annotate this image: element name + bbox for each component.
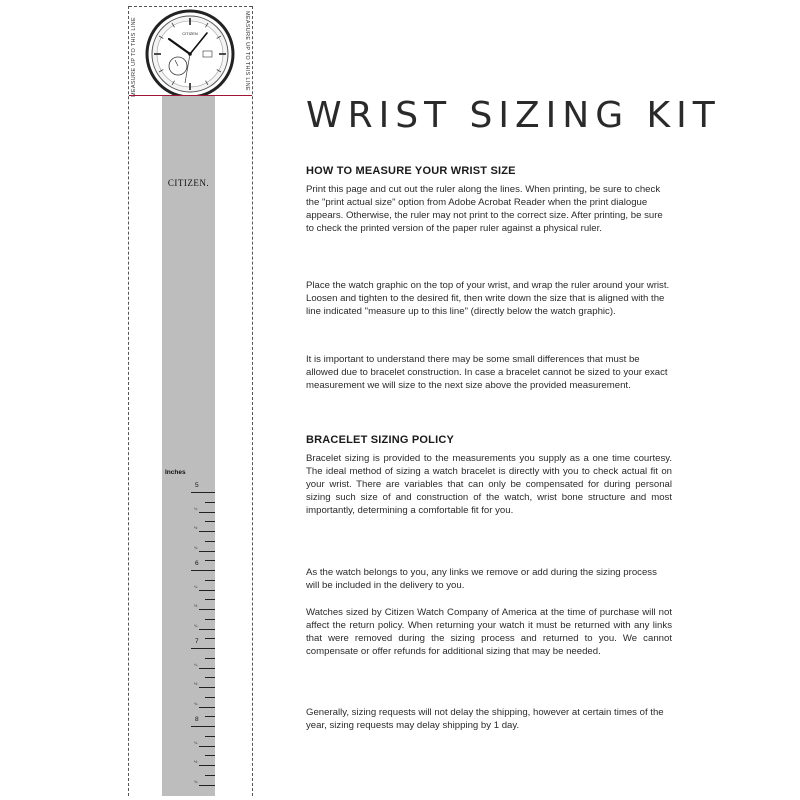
measure-paragraph-1: Print this page and cut out the ruler along the lines. When printing, be sure to check the "print actual size" option from Adobe Acrobat Reader when the print dialogue appears. Otherwise, the ruler may not print to the correct size. After printing, be sure to check the printed version of the paper ruler against a physical ruler.	[306, 184, 663, 234]
minor-tick	[205, 697, 215, 698]
minor-tick	[205, 716, 215, 717]
watch-graphic	[145, 9, 235, 99]
measure-line-note-left: MEASURE UP TO THIS LINE	[131, 17, 137, 97]
policy-paragraph-2: As the watch belongs to you, any links we remove or add during the sizing process will be included in the delivery to you.	[306, 567, 657, 591]
minor-tick	[199, 629, 215, 630]
fraction-label: ¼	[194, 739, 198, 745]
brand-logo: CITIZEN.	[167, 178, 210, 188]
major-tick	[191, 648, 215, 649]
major-tick	[191, 726, 215, 727]
minor-tick	[199, 609, 215, 610]
fraction-label: ¼	[194, 661, 198, 667]
minor-tick	[205, 658, 215, 659]
measure-heading: HOW TO MEASURE YOUR WRIST SIZE	[306, 165, 516, 177]
fraction-label: ½	[194, 681, 198, 686]
minor-tick	[205, 677, 215, 678]
fraction-label: ½	[194, 525, 198, 530]
minor-tick	[199, 687, 215, 688]
policy-paragraph-4: Generally, sizing requests will not delay the shipping, however at certain times of the year, sizing requests may delay shipping by 1 day.	[306, 707, 664, 731]
fraction-label: ¾	[194, 622, 198, 628]
minor-tick	[199, 746, 215, 747]
inch-label: 8	[195, 716, 199, 723]
measure-paragraph-2: Place the watch graphic on the top of your wrist, and wrap the ruler around your wrist. Loosen and tighten to the desired fit, then write down the size that is aligned with the line indicated "measure up to this line" (directly below the watch graphic).	[306, 280, 670, 317]
fraction-label: ½	[194, 759, 198, 764]
minor-tick	[205, 736, 215, 737]
policy-heading: BRACELET SIZING POLICY	[306, 434, 455, 446]
minor-tick	[205, 775, 215, 776]
minor-tick	[205, 502, 215, 503]
inch-label: 5	[195, 482, 199, 489]
inch-label: 6	[195, 560, 199, 567]
watch-dial-brand: CITIZEN	[182, 31, 198, 36]
ruler-header	[129, 6, 252, 97]
minor-tick	[205, 755, 215, 756]
ruler-scale	[162, 476, 215, 796]
minor-tick	[199, 512, 215, 513]
fraction-label: ¾	[194, 778, 198, 784]
minor-tick	[205, 599, 215, 600]
minor-tick	[199, 707, 215, 708]
units-label: Inches	[165, 469, 186, 476]
fraction-label: ¾	[194, 700, 198, 706]
fraction-label: ¾	[194, 544, 198, 550]
inch-label: 7	[195, 638, 199, 645]
minor-tick	[199, 765, 215, 766]
fraction-label: ½	[194, 603, 198, 608]
minor-tick	[199, 590, 215, 591]
major-tick	[191, 570, 215, 571]
fraction-label: ¼	[194, 583, 198, 589]
policy-paragraph-1: Bracelet sizing is provided to the measurements you supply as a one time courtesy. The ideal method of sizing a watch bracelet is directly with you to check actual fit on your wrist. There are variables that can only be compensated for during personal sizing such size of and construction of the watch, wrist bone structure and most importantly, determining a comfortable fit for you.	[306, 453, 672, 516]
minor-tick	[205, 521, 215, 522]
major-tick	[191, 492, 215, 493]
minor-tick	[205, 638, 215, 639]
minor-tick	[199, 785, 215, 786]
minor-tick	[199, 668, 215, 669]
fraction-label: ¼	[194, 505, 198, 511]
measure-paragraph-3: It is important to understand there may be some small differences that must be allowed due to bracelet construction. In case a bracelet cannot be sized to your exact measurement we will size to the next size above the provided measurement.	[306, 354, 668, 391]
minor-tick	[205, 619, 215, 620]
minor-tick	[199, 531, 215, 532]
document-title: WRIST SIZING KIT	[306, 95, 721, 136]
policy-paragraph-3: Watches sized by Citizen Watch Company of America at the time of purchase will not affect the return policy. When returning your watch it must be returned with any links that were removed during the sizing process and returned to you. We cannot compensate or offer refunds for additional sizing that may be needed.	[306, 607, 672, 657]
minor-tick	[205, 580, 215, 581]
minor-tick	[205, 560, 215, 561]
minor-tick	[205, 541, 215, 542]
minor-tick	[199, 551, 215, 552]
wrist-ruler	[128, 6, 253, 796]
measure-line-note-right: MEASURE UP TO THIS LINE	[244, 11, 250, 91]
